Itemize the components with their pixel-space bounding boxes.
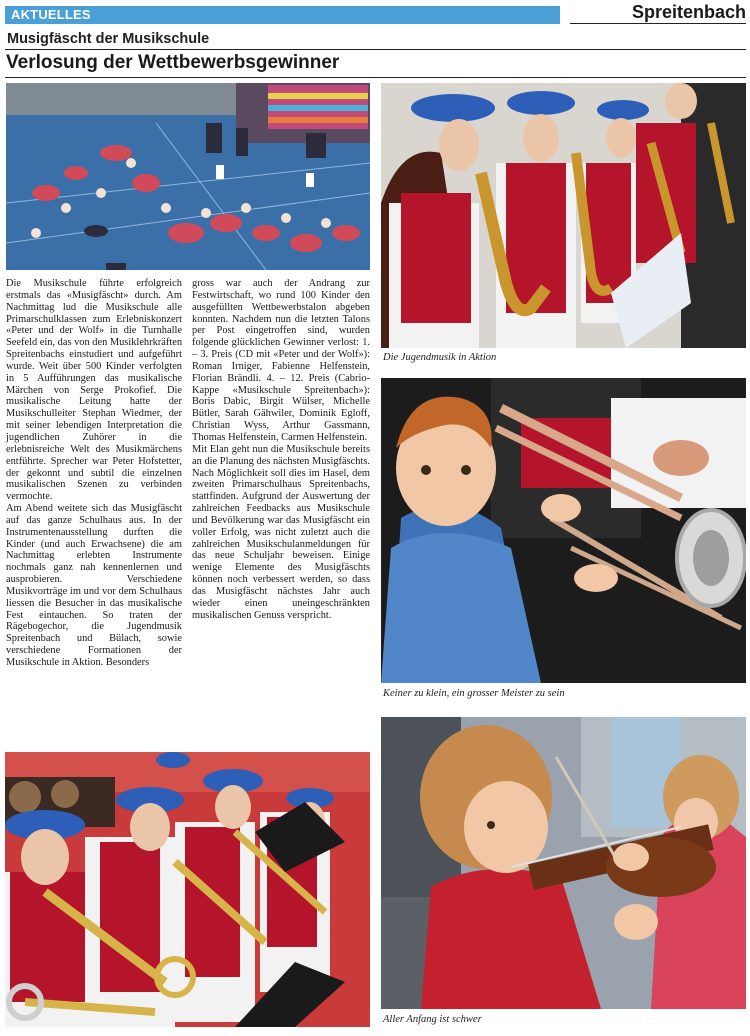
article-paragraph: Die Musikschule führte erfolgreich erstmals das «Musigfäscht» durch. Am Nachmittag lud die Musikschule alle Primarschulklassen zum Erlebniskonzert «Peter und der Wolf» in die Turnhalle Seefeld ein, das von den Musiklehrkräften Spreitenbachs einstudiert und aufgeführt wurde. Weit über 500 Kinder verfolgten in 5 Aufführungen das musikalische Märchen von Serge Prokofief. Die musikalische Leitung hatte der Musikschulleiter Stephan Wiedmer, der mit seiner lebendigen Interpretation die jugendlichen Zuhörer in die erlebnisreiche Welt des Musikmärchens entführte. Sprecher war Peter Hofstetter, der gekonnt und subtil die einzelnen musikalischen Szenen zu verbinden vermochte. [6,278,183,503]
caption-saxophones: Die Jugendmusik in Aktion [383,352,497,363]
photo-brass-band [5,752,370,1027]
caption-trombone-boy: Keiner zu klein, ein grosser Meister zu sein [383,688,565,699]
divider [5,77,746,78]
rubric-bar [5,6,560,24]
divider [5,49,746,50]
photo-saxophones [381,83,746,348]
article-column-2 [192,278,370,744]
header-rule [570,23,746,24]
location-label: Spreitenbach [631,2,746,22]
article-paragraph: Am Abend weitete sich das Musigfäscht auf das ganze Schulhaus aus. In der Instrumentenausstellung durften die Kinder (und auch Erwachsene) die am Nachmittag erlebten Instrumente nochmals ganz nah kennenlernen und ausprobieren. Verschiedene Musikvorträge im und vor dem Schulhaus liessen die Besucher in das musikalische Fest eintauchen. So traten der Rägebogechor, die Jugendmusik Spreitenbach und Bülach, sowie verschiedene Formationen der Musikschule in Aktion. Besonders [6,503,182,668]
photo-violin-girl [381,717,746,1009]
article-headline: Verlosung der Wettbewerbsgewinner [6,52,340,73]
article-paragraph: gross war auch der Andrang zur Festwirtschaft, wo rund 100 Kinder den ausgefüllten Wettbewerbstalon abgeben konnten. Nachdem nun die letzten Talons per Post eingetroffen sind, wurden folgende glücklichen Gewinner verlost: 1. – 3. Preis (CD mit «Peter und der Wolf»): Roman Irniger, Fabienne Helfenstein, Florian Brändli. 4. – 12. Preis (Cabrio-Kappe «Musikschule Spreitenbach»): Boris Dabic, Birgit Wülser, Michelle Bütler, Sarah Gähwiler, Dominik Egloff, Christian Wyss, Arthur Gassmann, Thomas Helfenstein, Carmen Helfenstein. [192,278,370,443]
article-paragraph: Mit Elan geht nun die Musikschule bereits an die Planung des nächsten Musigfäschts. Nach Möglichkeit soll dies im Hasel, dem zweiten Primarschulhaus Spreitenbachs, stattfinden. Aufgrund der Auswertung der zahlreichen Feedbacks aus Musikschule und Bevölkerung war das Musigfäscht ein voller Erfolg, was nicht zuletzt auch die zahlreichen Musikschulanmeldungen für das neue Schuljahr beweisen. Einige wenige Elemente des Musigfäschts können noch verbessert werden, so dass das Musigfäscht nächstes Jahr auch wieder einen uneingeschränkten musikalischen Genuss verspricht. [192,443,370,621]
article-kicker: Musigfäscht der Musikschule [7,31,210,47]
photo-gym-audience [6,83,370,270]
caption-violin-girl: Aller Anfang ist schwer [383,1014,482,1025]
photo-trombone-boy [381,378,746,683]
rubric-label: AKTUELLES [11,7,91,22]
article-column-1 [6,278,182,744]
